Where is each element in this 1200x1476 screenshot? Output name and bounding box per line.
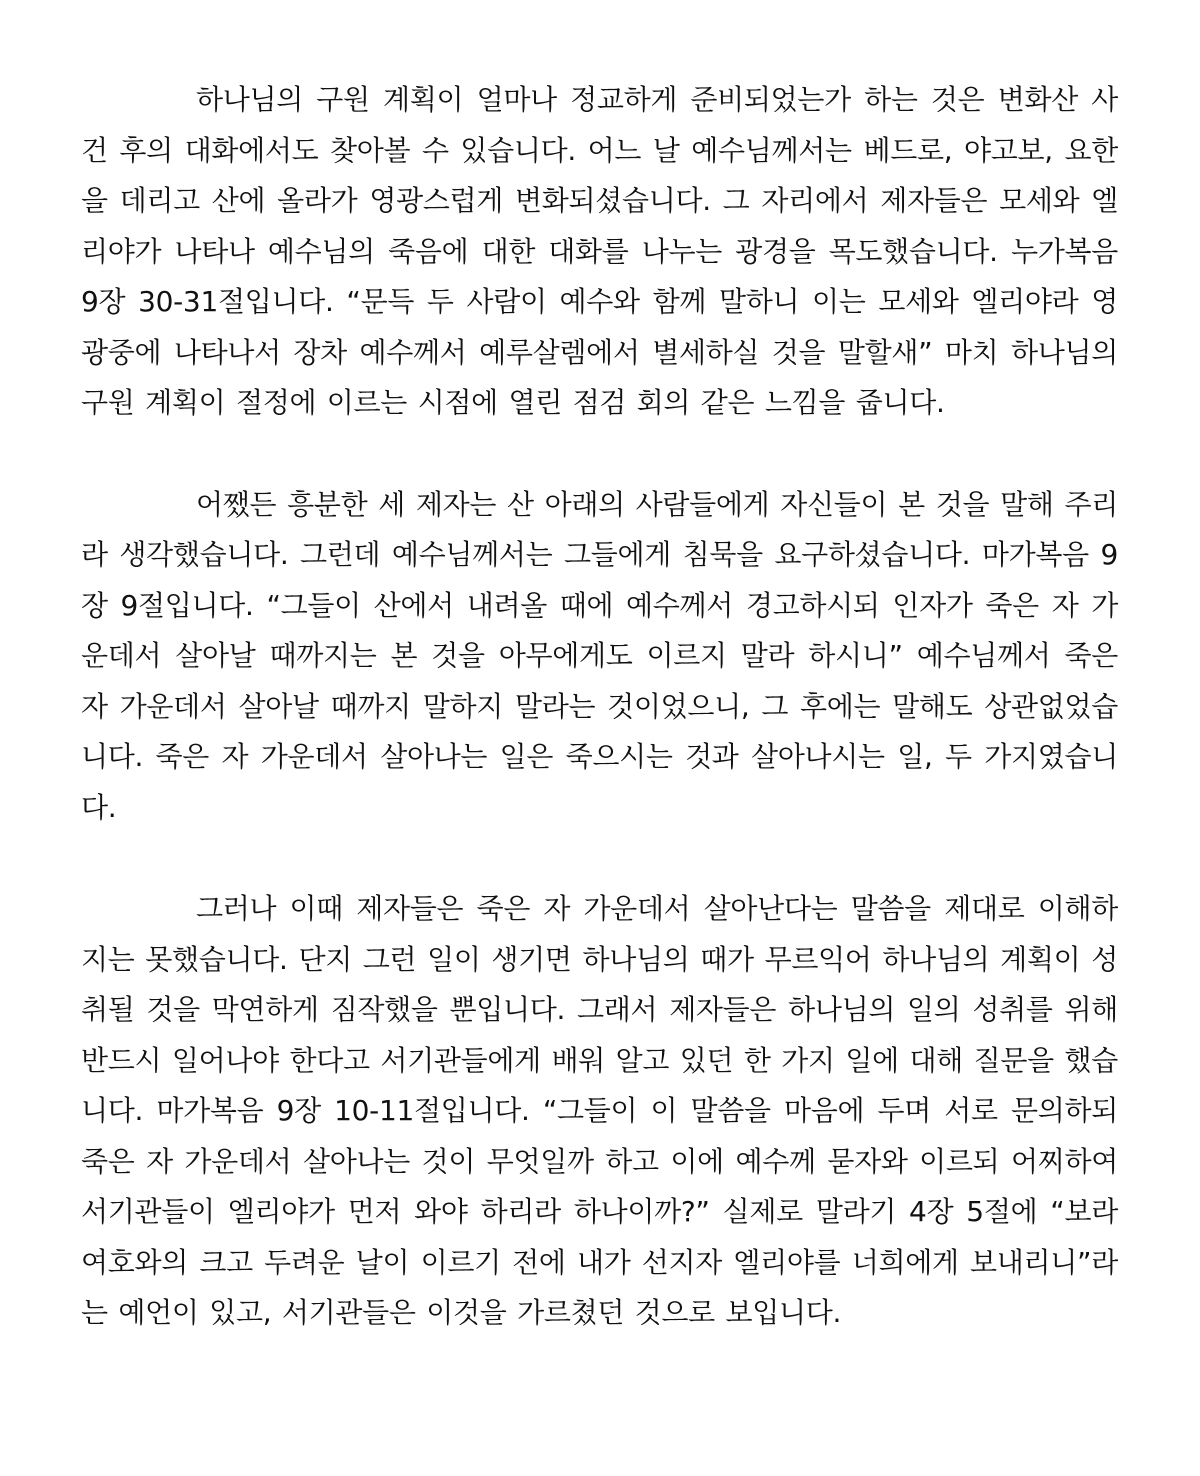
- paragraph-3: 그러나 이때 제자들은 죽은 자 가운데서 살아난다는 말씀을 제대로 이해하지는 못했습니다. 단지 그런 일이 생기면 하나님의 때가 무르익어 하나님의 계획이 성취될 것을 막연하게 짐작했을 뿐입니다. 그래서 제자들은 하나님의 일의 성취를 위해 반드시 일어나야 한다고 서기관들에게 배워 알고 있던 한 가지 일에 대해 질문을 했습니다. 마가복음 9장 10-11절입니다. “그들이 이 말씀을 마음에 두며 서로 문의하되 죽은 자 가운데서 살아나는 것이 무엇일까 하고 이에 예수께 묻자와 이르되 어찌하여 서기관들이 엘리야가 먼저 와야 하리라 하나이까?” 실제로 말라기 4장 5절에 “보라 여호와의 크고 두려운 날이 이르기 전에 내가 선지자 엘리야를 너희에게 보내리니”라는 예언이 있고, 서기관들은 이것을 가르쳤던 것으로 보입니다.: [81, 892, 1118, 1329]
- paragraph-2: 어쨌든 흥분한 세 제자는 산 아래의 사람들에게 자신들이 본 것을 말해 주리라 생각했습니다. 그런데 예수님께서는 그들에게 침묵을 요구하셨습니다. 마가복음 9장 9절입니다. “그들이 산에서 내려올 때에 예수께서 경고하시되 인자가 죽은 자 가운데서 살아날 때까지는 본 것을 아무에게도 이르지 말라 하시니” 예수님께서 죽은 자 가운데서 살아날 때까지 말하지 말라는 것이었으니, 그 후에는 말해도 상관없었습니다. 죽은 자 가운데서 살아나는 일은 죽으시는 것과 살아나시는 일, 두 가지였습니다.: [81, 487, 1118, 824]
- document-body: [81, 75, 1118, 1339]
- paragraph-1: 하나님의 구원 계획이 얼마나 정교하게 준비되었는가 하는 것은 변화산 사건 후의 대화에서도 찾아볼 수 있습니다. 어느 날 예수님께서는 베드로, 야고보, 요한을 데리고 산에 올라가 영광스럽게 변화되셨습니다. 그 자리에서 제자들은 모세와 엘리야가 나타나 예수님의 죽음에 대한 대화를 나누는 광경을 목도했습니다. 누가복음 9장 30-31절입니다. “문득 두 사람이 예수와 함께 말하니 이는 모세와 엘리야라 영광중에 나타나서 장차 예수께서 예루살렘에서 별세하실 것을 말할새” 마치 하나님의 구원 계획이 절정에 이르는 시점에 열린 점검 회의 같은 느낌을 줍니다.: [81, 83, 1118, 419]
